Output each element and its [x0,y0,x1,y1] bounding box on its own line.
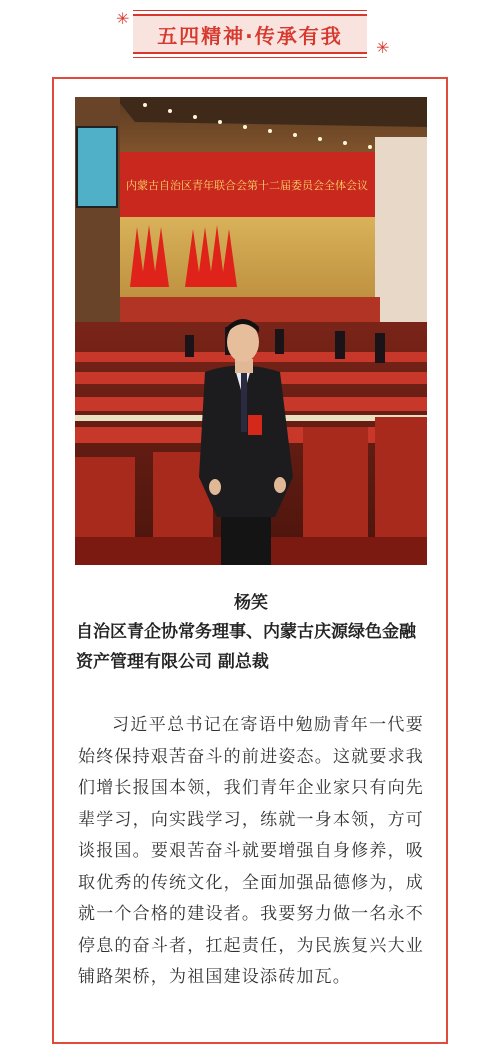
banner-text: 内蒙古自治区青年联合会第十二届委员会全体会议 [126,179,368,192]
section-title: 五四精神·传承有我 [157,23,343,48]
portrait-photo [75,97,427,565]
sparkle-icon: ✳ [116,9,130,28]
person-role: 自治区青企协常务理事、内蒙古庆源绿色金融资产管理有限公司 副总裁 [76,622,416,672]
quote-paragraph: 习近平总书记在寄语中勉励青年一代要始终保持艰苦奋斗的前进姿态。这就要求我们增长报国本领，我们青年企业家只有向先辈学习，向实践学习，练就一身本领，方可谈报国。要艰苦奋斗就要增强自身修养，吸取优秀的传统文化，全面加强品德修为，成就一个合格的建设者。我要努力做一名永不停息的奋斗者，扛起责任，为民族复兴大业铺路架桥，为祖国建设添砖加瓦。 [78,715,424,987]
person-name: 杨笑 [234,593,268,613]
section-title-box [133,14,367,54]
sparkle-icon: ✳ [376,38,390,57]
header [0,0,500,70]
